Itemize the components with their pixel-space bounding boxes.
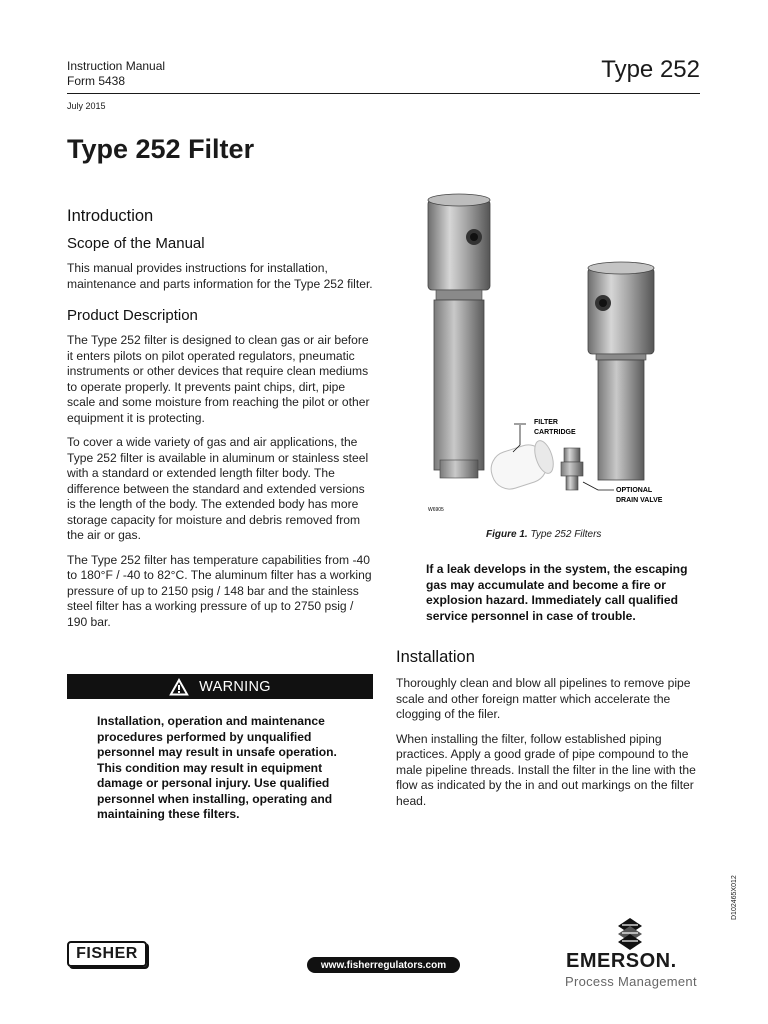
product-description-heading: Product Description xyxy=(67,307,198,324)
callout-cartridge-label: CARTRIDGE xyxy=(534,429,576,436)
warning-label: WARNING xyxy=(199,678,271,695)
figure-caption-prefix: Figure 1. xyxy=(486,529,528,540)
product-paragraph-2: To cover a wide variety of gas and air applications, the Type 252 filter is available in aluminum or stainless steel with a standard or extended length filter body. The difference between the standard and extended versions is the length of the body. The extended body has more storage capacity for moisture and debris removed from the air or gas. xyxy=(67,435,369,542)
callout-filter-label: FILTER xyxy=(534,419,558,426)
figure-caption-text: Type 252 Filters xyxy=(527,529,602,540)
header-divider xyxy=(67,93,700,94)
filters-figure xyxy=(418,190,708,520)
standard-filter xyxy=(588,262,654,480)
figure-image-code: W6905 xyxy=(428,507,444,513)
product-paragraph-1: The Type 252 filter is designed to clean gas or air before it enters pilots on pilot operated regulators, pneumatic instruments or other devices that require clean mediums to operate properly. It prevents paint chips, dirt, pipe scale and some moisture from reaching the pilot or other equipment it is protecting. xyxy=(67,333,370,425)
installation-heading: Installation xyxy=(396,648,475,666)
installation-paragraph-1: Thoroughly clean and blow all pipelines to remove pipe scale and other foreign matter which accelerate the clogging of the filer. xyxy=(396,676,691,721)
fisher-logo: FISHER xyxy=(67,941,147,967)
left-column xyxy=(67,207,373,639)
extended-filter xyxy=(428,194,490,478)
introduction-heading: Introduction xyxy=(67,207,154,225)
header-date: July 2015 xyxy=(67,101,106,111)
header-manual-info xyxy=(67,59,165,89)
scope-heading: Scope of the Manual xyxy=(67,235,205,252)
website-link[interactable]: www.fisherregulators.com xyxy=(307,957,460,973)
warning-text: Installation, operation and maintenance procedures performed by unqualified personnel may result in unsafe operation. This condition may result in equipment damage or personal injury. Use qualified personnel when installing, operating and maintaining these filters. xyxy=(97,714,337,821)
drain-valve xyxy=(561,448,583,490)
filter-cartridge xyxy=(486,438,556,493)
emerson-logo-text: EMERSON. xyxy=(566,950,677,972)
scope-text: This manual provides instructions for installation, maintenance and parts information for the Type 252 filter. xyxy=(67,261,373,291)
header-type-label: Type 252 xyxy=(601,56,700,83)
figure-caption xyxy=(486,529,601,540)
warning-triangle-icon xyxy=(169,678,189,696)
product-paragraph-3: The Type 252 filter has temperature capabilities from -40 to 180°F / -40 to 82°C. The aluminum filter has a working pressure of up to 2150 psig / 148 bar and the stainless steel filter has a working pressure of up to 2750 psig / 190 bar. xyxy=(67,552,372,629)
process-management-text: Process Management xyxy=(565,974,697,989)
warning-banner xyxy=(67,674,373,699)
document-code: D102465X012 xyxy=(731,875,738,920)
form-label: Form 5438 xyxy=(67,74,126,88)
callout-drain-valve-label: DRAIN VALVE xyxy=(616,497,663,504)
document-title: Type 252 Filter xyxy=(67,134,255,164)
drain-valve-leader-line xyxy=(583,482,614,490)
callout-optional-label: OPTIONAL xyxy=(616,487,653,494)
manual-label: Instruction Manual xyxy=(67,59,166,73)
emerson-logo-icon xyxy=(612,912,648,952)
leak-safety-note: If a leak develops in the system, the escaping gas may accumulate and become a fire or explosion hazard. Immediately call qualified service personnel in case of trouble. xyxy=(426,562,688,623)
right-column xyxy=(396,562,702,818)
installation-paragraph-2: When installing the filter, follow established piping practices. Apply a good grade of pipe compound to the male pipeline threads. Install the filter in the line with the flow as indicated by the in and out markings on the filter head. xyxy=(396,731,696,808)
